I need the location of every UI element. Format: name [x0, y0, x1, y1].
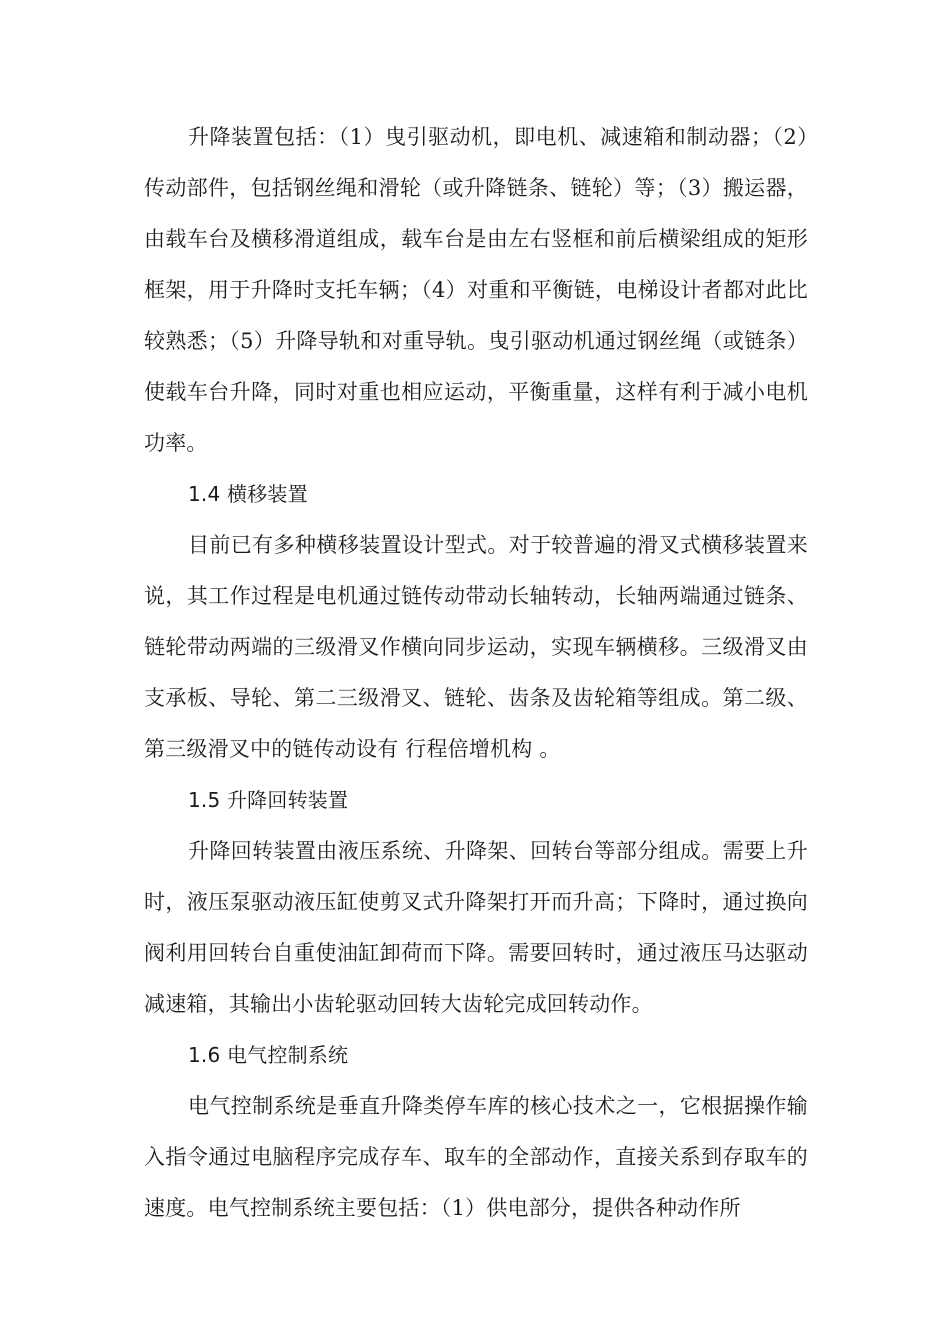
section-heading-1-4: 1.4 横移装置: [188, 482, 308, 506]
paragraph-traverse-device: 目前已有多种横移装置设计型式。对于较普遍的滑叉式横移装置来说，其工作过程是电机通过链传动带动长轴转动，长轴两端通过链条、链轮带动两端的三级滑叉作横向同步运动，实现车辆横移。三级滑叉由支承板、导轮、第二三级滑叉、链轮、齿条及齿轮箱等组成。第二级、第三级滑叉中的链传动设有 行程倍增机构 。: [144, 533, 808, 761]
paragraph-electrical-control: 电气控制系统是垂直升降类停车库的核心技术之一，它根据操作输入指令通过电脑程序完成存车、取车的全部动作，直接关系到存取车的速度。电气控制系统主要包括：（1）供电部分，提供各种动作所: [144, 1094, 808, 1220]
section-heading-1-6: 1.6 电气控制系统: [188, 1043, 349, 1067]
paragraph-lifting-device: 升降装置包括：（1）曳引驱动机，即电机、减速箱和制动器；（2）传动部件，包括钢丝绳和滑轮（或升降链条、链轮）等；（3）搬运器，由载车台及横移滑道组成，载车台是由左右竖框和前后横梁组成的矩形框架，用于升降时支托车辆；（4）对重和平衡链，电梯设计者都对此比较熟悉；（5）升降导轨和对重导轨。曳引驱动机通过钢丝绳（或链条）使载车台升降，同时对重也相应运动，平衡重量，这样有利于减小电机功率。: [144, 125, 808, 455]
paragraph-lift-rotate-device: 升降回转装置由液压系统、升降架、回转台等部分组成。需要上升时，液压泵驱动液压缸使剪叉式升降架打开而升高；下降时，通过换向阀利用回转台自重使油缸卸荷而下降。需要回转时，通过液压马达驱动减速箱，其输出小齿轮驱动回转大齿轮完成回转动作。: [144, 839, 808, 1016]
document-body: [144, 112, 808, 1234]
section-heading-1-5: 1.5 升降回转装置: [188, 788, 349, 812]
